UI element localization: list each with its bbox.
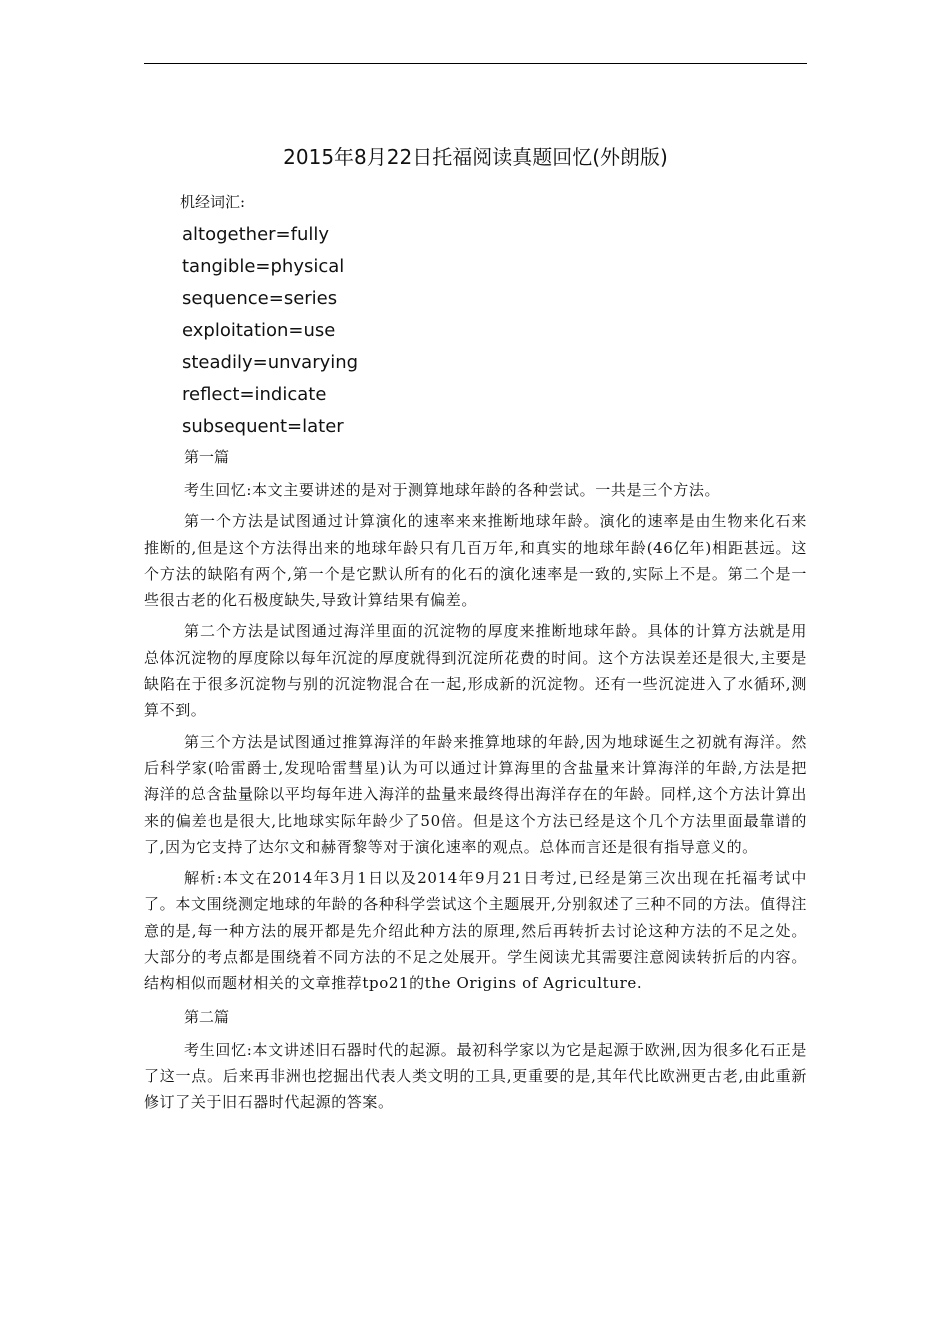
vocab-item: exploitation=use: [182, 320, 336, 341]
document-body: [144, 442, 807, 1121]
vocab-item: steadily=unvarying: [182, 352, 359, 373]
vocab-list: [182, 219, 358, 443]
vocab-item: subsequent=later: [182, 416, 344, 437]
vocab-item: reflect=indicate: [182, 384, 327, 405]
vocab-item: altogether=fully: [182, 224, 330, 245]
paragraph: 第三个方法是试图通过推算海洋的年龄来推算地球的年龄,因为地球诞生之初就有海洋。然后科学家(哈雷爵士,发现哈雷彗星)认为可以通过计算海里的含盐量来计算海洋的年龄,方法是把海洋的总含盐量除以平均每年进入海洋的盐量来最终得出海洋存在的年龄。同样,这个方法计算出来的偏差也是很大,比地球实际年龄少了50倍。但是这个方法已经是这个几个方法里面最靠谱的了,因为它支持了达尔文和赫胥黎等对于演化速率的观点。总体而言还是很有指导意义的。: [144, 732, 807, 856]
paragraph: 第二个方法是试图通过海洋里面的沉淀物的厚度来推断地球年龄。具体的计算方法就是用总体沉淀物的厚度除以每年沉淀的厚度就得到沉淀所花费的时间。这个方法误差还是很大,主要是缺陷在于很多沉淀物与别的沉淀物混合在一起,形成新的沉淀物。还有一些沉淀进入了水循环,测算不到。: [144, 622, 807, 720]
paragraph: 解析:本文在2014年3月1日以及2014年9月21日考过,已经是第三次出现在托福考试中了。本文围绕测定地球的年龄的各种科学尝试这个主题展开,分别叙述了三种不同的方法。值得注意的是,每一种方法的展开都是先介绍此种方法的原理,然后再转折去讨论这种方法的不足之处。大部分的考点都是围绕着不同方法的不足之处展开。学生阅读尤其需要注意阅读转折后的内容。结构相似而题材相关的文章推荐tpo21的the Origins of Agriculture.: [144, 869, 807, 993]
vocab-item: tangible=physical: [182, 256, 345, 277]
paragraph: 第一个方法是试图通过计算演化的速率来来推断地球年龄。演化的速率是由生物来化石来推断的,但是这个方法得出来的地球年龄只有几百万年,和真实的地球年龄(46亿年)相距甚远。这个方法的缺陷有两个,第一个是它默认所有的化石的演化速率是一致的,实际上不是。第二个是一些很古老的化石极度缺失,导致计算结果有偏差。: [144, 512, 807, 610]
header-rule: [144, 63, 807, 64]
section-title-2: 第二篇: [184, 1007, 230, 1026]
vocab-heading: 机经词汇:: [180, 193, 246, 211]
section-title-1: 第一篇: [184, 448, 230, 466]
document-title: 2015年8月22日托福阅读真题回忆(外朗版): [283, 145, 668, 169]
paragraph: 考生回忆:本文主要讲述的是对于测算地球年龄的各种尝试。一共是三个方法。: [184, 481, 721, 499]
paragraph: 考生回忆:本文讲述旧石器时代的起源。最初科学家以为它是起源于欧洲,因为很多化石正是了这一点。后来再非洲也挖掘出代表人类文明的工具,更重要的是,其年代比欧洲更古老,由此重新修订了关于旧石器时代起源的答案。: [144, 1040, 807, 1112]
vocab-item: sequence=series: [182, 288, 338, 309]
